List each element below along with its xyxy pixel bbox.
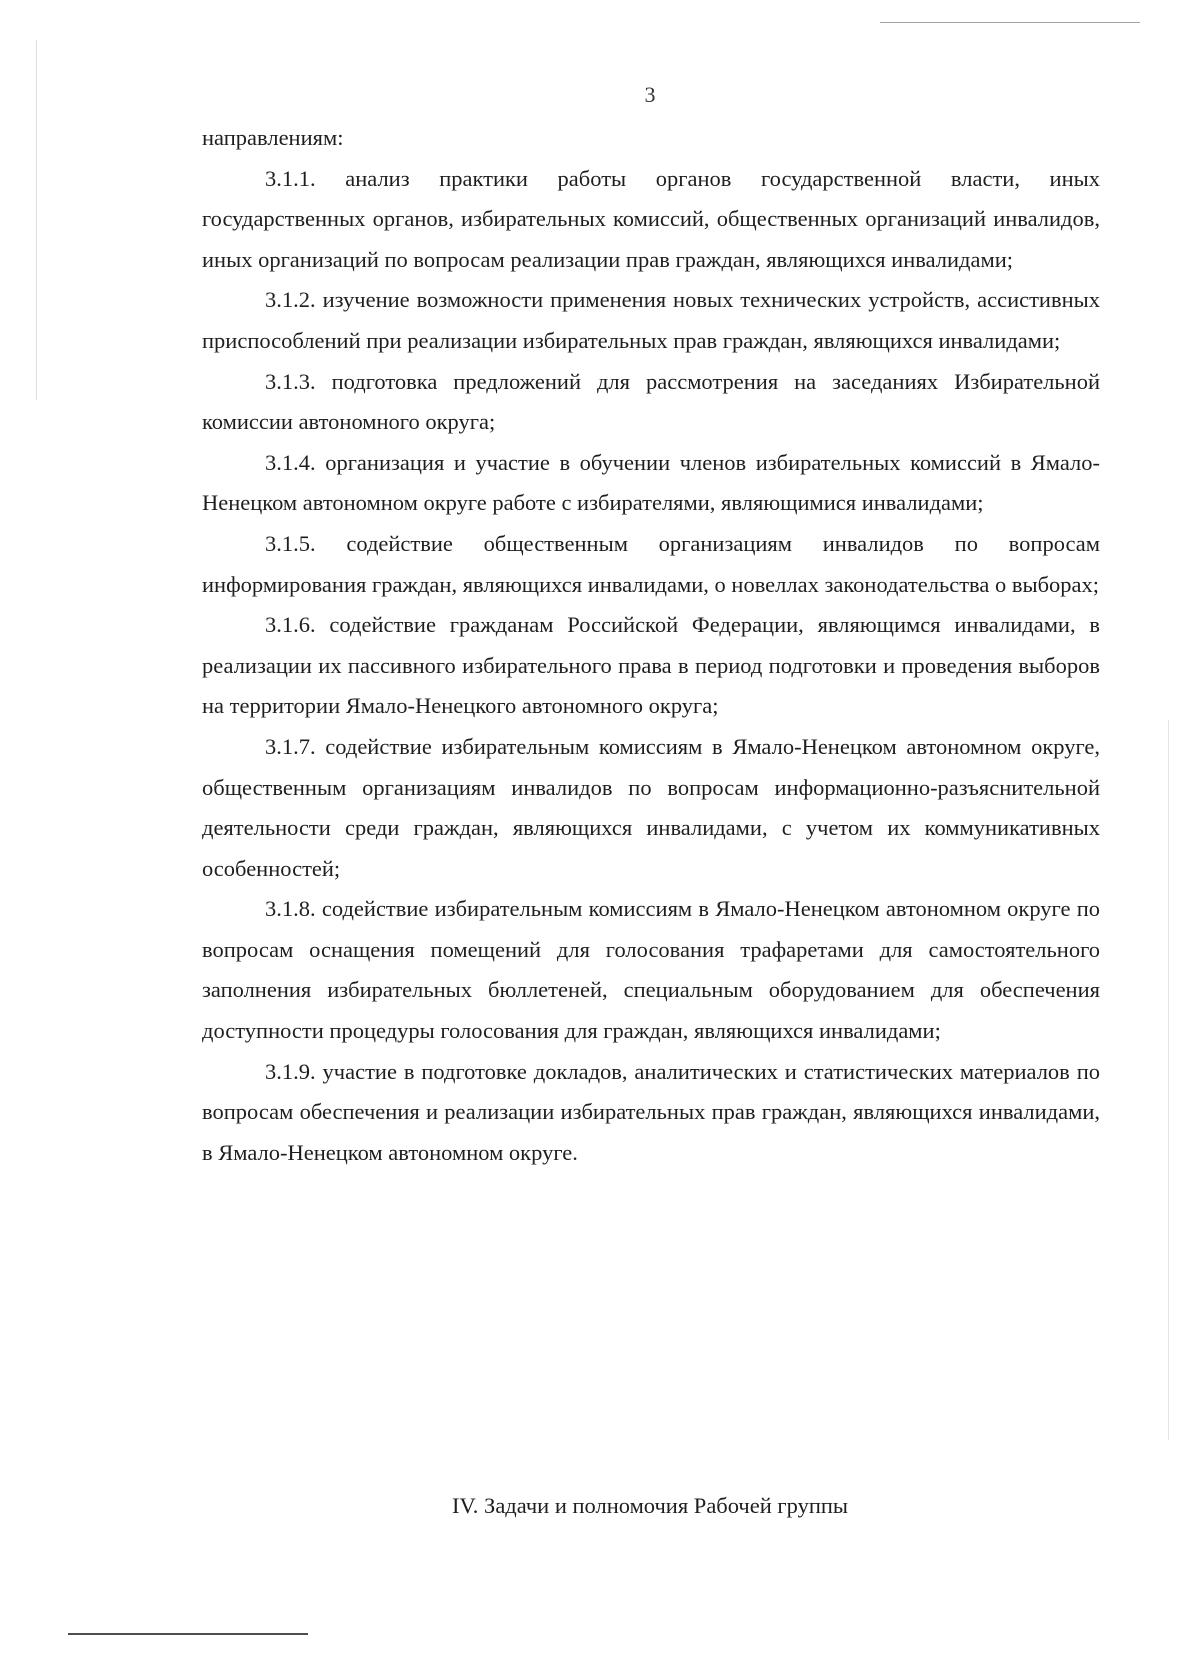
item-number: 3.1.6. xyxy=(265,612,316,638)
item-text: организация и участие в обучении членов избирательных комиссий в Ямало-Ненецком автономном округе работе с избирателями, являющимися инвалидами; xyxy=(202,449,1101,516)
item-text: содействие гражданам Российской Федерации, являющимся инвалидами, в реализации их пассивного избирательного права в период подготовки и проведения выборов на территории Ямало-Ненецкого автономного округа; xyxy=(202,612,1101,719)
list-item xyxy=(202,159,1100,281)
item-text: содействие общественным организациям инвалидов по вопросам информирования граждан, являющихся инвалидами, о новеллах законодательства о выборах; xyxy=(202,530,1100,597)
item-text: подготовка предложений для рассмотрения на заседаниях Избирательной комиссии автономного округа; xyxy=(202,368,1100,435)
item-number: 3.1.1. xyxy=(265,165,316,191)
scan-mark-right-edge xyxy=(1168,720,1169,1440)
item-text: содействие избирательным комиссиям в Ямало-Ненецком автономном округе, общественным организациям инвалидов по вопросам информационно-разъяснительной деятельности среди граждан, являющихся инвалидами, с учетом их коммуникативных особенностей; xyxy=(202,733,1100,881)
item-number: 3.1.4. xyxy=(265,449,316,475)
item-number: 3.1.7. xyxy=(265,733,316,759)
item-number: 3.1.5. xyxy=(265,530,316,556)
list-item xyxy=(202,443,1100,524)
list-item xyxy=(202,605,1100,727)
item-number: 3.1.9. xyxy=(265,1058,316,1084)
list-item xyxy=(202,280,1100,361)
item-number: 3.1.2. xyxy=(265,287,316,313)
list-item xyxy=(202,1052,1100,1174)
list-item xyxy=(202,524,1100,605)
item-number: 3.1.8. xyxy=(265,896,316,922)
item-number: 3.1.3. xyxy=(265,368,316,394)
item-text: содействие избирательным комиссиям в Ямало-Ненецком автономном округе по вопросам оснащения помещений для голосования трафаретами для самостоятельного заполнения избирательных бюллетеней, специальным оборудованием для обеспечения доступности процедуры голосования для граждан, являющихся инвалидами; xyxy=(202,896,1101,1044)
list-item xyxy=(202,889,1100,1051)
section-heading: IV. Задачи и полномочия Рабочей группы xyxy=(451,1493,849,1518)
list-item xyxy=(202,362,1100,443)
document-body xyxy=(202,118,1100,1173)
item-text: участие в подготовке докладов, аналитических и статистических материалов по вопросам обеспечения и реализации избирательных прав граждан, являющихся инвалидами, в Ямало-Ненецком автономном округе. xyxy=(202,1058,1100,1165)
lead-fragment: направлениям: xyxy=(202,125,344,150)
list-item xyxy=(202,727,1100,889)
item-text: анализ практики работы органов государственной власти, иных государственных органов, избирательных комиссий, общественных организаций инвалидов, иных организаций по вопросам реализации прав граждан, являющихся инвалидами; xyxy=(202,165,1101,272)
item-text: изучение возможности применения новых технических устройств, ассистивных приспособлений при реализации избирательных прав граждан, являющихся инвалидами; xyxy=(202,287,1101,353)
scan-mark-top xyxy=(880,22,1140,23)
scan-mark-bottom xyxy=(68,1633,308,1635)
page-number: 3 xyxy=(644,82,656,107)
